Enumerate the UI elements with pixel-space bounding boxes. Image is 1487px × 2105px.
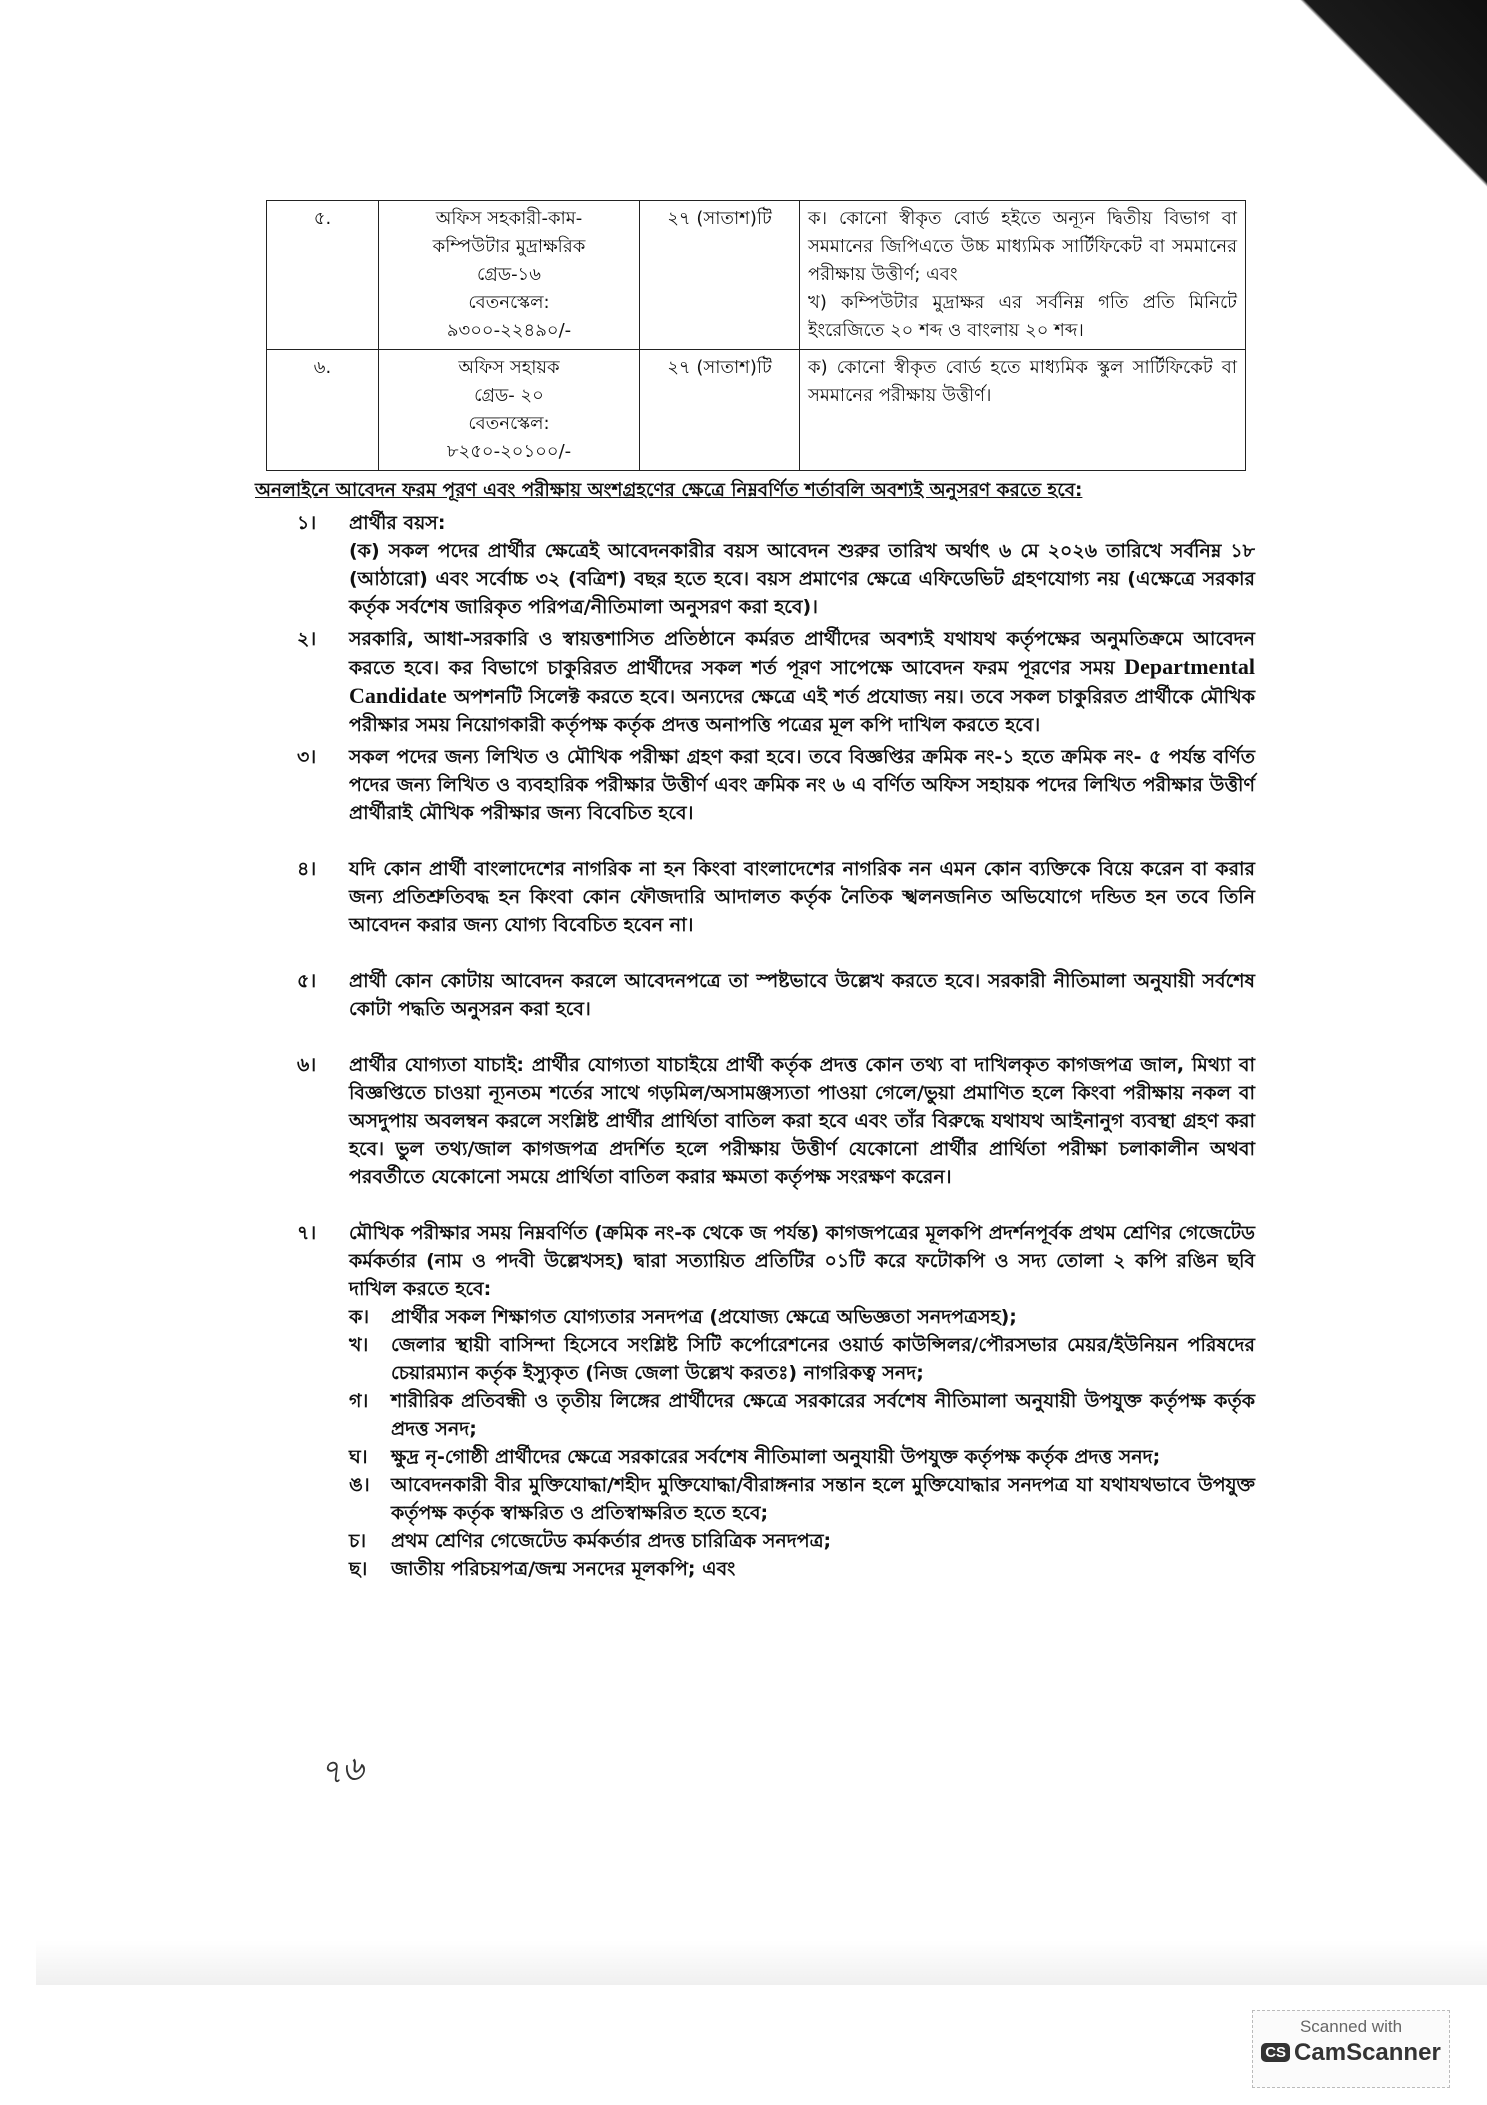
camscanner-watermark: Scanned with CS CamScanner bbox=[1252, 2010, 1450, 2088]
condition-7: ৭। মৌখিক পরীক্ষার সময় নিম্নবর্ণিত (ক্রমিক নং-ক থেকে জ পর্যন্ত) কাগজপত্রের মূলকপি প্রদর্শনপূর্বক প্রথম শ্রেণির গেজেটেড কর্মকর্তার (নাম ও পদবী উল্লেখসহ) দ্বারা সত্যায়িত প্রতিটির ০১টি করে ফটোকপি ও সদ্য তোলা ২ কপি রঙিন ছবি দাখিল করতে হবে: ক। প্রার্থীর সকল শিক্ষাগত যোগ্যতার সনদপত্র (প্রযোজ্য ক্ষেত্রে অভিজ্ঞতা সনদপত্রসহ); খ। জেলার স্থায়ী বাসিন্দা হিসেবে সংশ্লিষ্ট সিটি কর্পোরেশনের ওয়ার্ড কাউন্সিলর/পৌরসভার মেয়র/ইউনিয়ন পরিষদের চেয়ারম্যান কর্তৃক ইস্যুকৃত (নিজ জেলা উল্লেখ করতঃ) নাগরিকত্ব সনদ; গ। শারীরিক প্রতিবন্ধী ও তৃতীয় লিঙ্গের প্রার্থীদের ক্ষেত্রে সরকারের সর্বশেষ নীতিমালা অনুযায়ী উপযুক্ত কর্তৃপক্ষ কর্তৃক প্রদত্ত সনদ; ঘ। ক্ষুদ্র নৃ-গোষ্ঠী প্রার্থীদের ক্ষেত্রে সরকারের সর্বশেষ নীতিমালা অনুযায়ী উপযুক্ত কর্তৃপক্ষ কর্তৃক প্রদত্ত সনদ; ঙ। আবেদনকারী বীর মুক্তিযোদ্ধা/শহীদ মুক্তিযোদ্ধা/বীরাঙ্গনার সন্তান হলে মুক্তিযোদ্ধার সনদপত্র যা যথাযথভাবে উপযুক্ত কর্তৃপক্ষ কর্তৃক স্বাক্ষরিত ও প্রতিস্বাক্ষরিত হতে হবে; চ। প্রথম শ্রেণির গেজেটেড কর্মকর্তার প্রদত্ত চারিত্রিক সনদপত্র; ছ। জাতীয় পরিচয়পত্র/জন্ম সনদের মূলকপি; এবং bbox=[255, 1219, 1255, 1583]
qualification-line: খ) কম্পিউটার মুদ্রাক্ষর এর সর্বনিম্ন গতি প্রতি মিনিটে ইংরেজিতে ২০ শব্দ ও বাংলায় ২০ শব্দ। bbox=[808, 292, 1237, 341]
document-item-text: জেলার স্থায়ী বাসিন্দা হিসেবে সংশ্লিষ্ট সিটি কর্পোরেশনের ওয়ার্ড কাউন্সিলর/পৌরসভার মেয়র/ইউনিয়ন পরিষদের চেয়ারম্যান কর্তৃক ইস্যুকৃত (নিজ জেলা উল্লেখ করতঃ) নাগরিকত্ব সনদ; bbox=[391, 1334, 1255, 1384]
post-line: গ্রেড- ২০ bbox=[474, 385, 544, 406]
condition-5: ৫। প্রার্থী কোন কোটায় আবেদন করলে আবেদনপত্রে তা স্পষ্টভাবে উল্লেখ করতে হবে। সরকারী নীতিমালা অনুযায়ী সর্বশেষ কোটা পদ্ধতি অনুসরন করা হবে। bbox=[255, 967, 1255, 1023]
vacancy-count-cell: ২৭ (সাতাশ)টি bbox=[640, 350, 800, 471]
condition-1-text: (ক) সকল পদের প্রার্থীর ক্ষেত্রেই আবেদনকারীর বয়স আবেদন শুরুর তারিখ অর্থাৎ ৬ মে ২০২৬ তারিখে সর্বনিম্ন ১৮ (আঠারো) এবং সর্বোচ্চ ৩২ (বত্রিশ) বছর হতে হবে। বয়স প্রমাণের ক্ষেত্রে এফিডেভিট গ্রহণযোগ্য নয় (এক্ষেত্রে সরকার কর্তৃক সর্বশেষ জারিকৃত পরিপত্র/নীতিমালা অনুসরণ করা হবে)। bbox=[349, 540, 1255, 618]
serial-cell: ৫. bbox=[267, 201, 379, 350]
required-documents-list bbox=[349, 1303, 1255, 1583]
post-cell bbox=[379, 350, 640, 471]
document-item-label: ক। bbox=[349, 1306, 370, 1328]
condition-6: ৬। প্রার্থীর যোগ্যতা যাচাই: প্রার্থীর যোগ্যতা যাচাইয়ে প্রার্থী কর্তৃক প্রদত্ত কোন তথ্য বা দাখিলকৃত কাগজপত্র জাল, মিথ্যা বা বিজ্ঞপ্তিতে চাওয়া ন্যূনতম শর্তের সাথে গড়মিল/অসামঞ্জস্যতা পাওয়া গেলে/ভুয়া প্রমাণিত হলে কিংবা পরীক্ষায় নকল বা অসদুপায় অবলম্বন করলে সংশ্লিষ্ট প্রার্থীর প্রার্থিতা বাতিল করা হবে এবং তাঁর বিরুদ্ধে যথাযথ আইনানুগ ব্যবস্থা গ্রহণ করা হবে। ভুল তথ্য/জাল কাগজপত্র প্রদর্শিত হলে পরীক্ষায় উত্তীর্ণ যেকোনো প্রার্থীর প্রার্থিতা পরীক্ষা চলাকালীন অথবা পরবর্তীতে যেকোনো সময়ে প্রার্থিতা বাতিল করার ক্ষমতা কর্তৃপক্ষ সংরক্ষণ করেন। bbox=[255, 1051, 1255, 1191]
document-item-text: আবেদনকারী বীর মুক্তিযোদ্ধা/শহীদ মুক্তিযোদ্ধা/বীরাঙ্গনার সন্তান হলে মুক্তিযোদ্ধার সনদপত্র যা যথাযথভাবে উপযুক্ত কর্তৃপক্ষ কর্তৃক স্বাক্ষরিত ও প্রতিস্বাক্ষরিত হতে হবে; bbox=[391, 1474, 1255, 1524]
post-line: অফিস সহায়ক bbox=[458, 357, 560, 378]
condition-1-title: প্রার্থীর বয়স: bbox=[349, 512, 446, 534]
table-row bbox=[267, 201, 1246, 350]
document-item-label: খ। bbox=[349, 1334, 369, 1356]
departmental-candidate-option: Departmental Candidate bbox=[349, 654, 1255, 708]
camscanner-logo-icon: CS bbox=[1261, 2043, 1290, 2062]
document-item bbox=[349, 1303, 1255, 1331]
condition-5-text: প্রার্থী কোন কোটায় আবেদন করলে আবেদনপত্রে তা স্পষ্টভাবে উল্লেখ করতে হবে। সরকারী নীতিমালা অনুযায়ী সর্বশেষ কোটা পদ্ধতি অনুসরন করা হবে। bbox=[349, 970, 1255, 1020]
qualification-line: ক। কোনো স্বীকৃত বোর্ড হইতে অন্যূন দ্বিতীয় বিভাগ বা সমমানের জিপিএতে উচ্চ মাধ্যমিক সার্টিফিকেট বা সমমানের পরীক্ষায় উত্তীর্ণ; এবং bbox=[808, 208, 1237, 285]
handwritten-page-number: ৭৬ bbox=[317, 1748, 367, 1794]
condition-7-text: মৌখিক পরীক্ষার সময় নিম্নবর্ণিত (ক্রমিক নং-ক থেকে জ পর্যন্ত) কাগজপত্রের মূলকপি প্রদর্শনপূর্বক প্রথম শ্রেণির গেজেটেড কর্মকর্তার (নাম ও পদবী উল্লেখসহ) দ্বারা সত্যায়িত প্রতিটির ০১টি করে ফটোকপি ও সদ্য তোলা ২ কপি রঙিন ছবি দাখিল করতে হবে: bbox=[349, 1222, 1255, 1300]
post-line: কম্পিউটার মুদ্রাক্ষরিক bbox=[432, 236, 586, 257]
condition-2-text-a: সরকারি, আধা-সরকারি ও স্বায়ত্তশাসিত প্রতিষ্ঠানে কর্মরত প্রার্থীদের অবশ্যই যথাযথ কর্তৃপক্ষের অনুমতিক্রমে আবেদন করতে হবে। কর বিভাগে চাকুরিরত প্রার্থীদের সকল শর্ত পূরণ সাপেক্ষে আবেদন ফরম পূরণের সময় bbox=[349, 628, 1255, 679]
condition-3: ৩। সকল পদের জন্য লিখিত ও মৌখিক পরীক্ষা গ্রহণ করা হবে। তবে বিজ্ঞপ্তির ক্রমিক নং-১ হতে ক্রমিক নং- ৫ পর্যন্ত বর্ণিত পদের জন্য লিখিত ও ব্যবহারিক পরীক্ষার উত্তীর্ণ এবং ক্রমিক নং ৬ এ বর্ণিত অফিস সহায়ক পদের লিখিত পরীক্ষার উত্তীর্ণ প্রার্থীরাই মৌখিক পরীক্ষার জন্য বিবেচিত হবে। bbox=[255, 743, 1255, 827]
document-item bbox=[349, 1331, 1255, 1387]
scan-shadow-corner bbox=[1257, 0, 1487, 250]
document-item bbox=[349, 1387, 1255, 1443]
posts-table bbox=[266, 200, 1246, 471]
document-item-label: ঘ। bbox=[349, 1446, 368, 1468]
document-item-text: প্রার্থীর সকল শিক্ষাগত যোগ্যতার সনদপত্র (প্রযোজ্য ক্ষেত্রে অভিজ্ঞতা সনদপত্রসহ); bbox=[391, 1306, 1017, 1328]
document-item-label: গ। bbox=[349, 1390, 369, 1412]
document-item-label: চ। bbox=[349, 1530, 367, 1552]
document-item-text: প্রথম শ্রেণির গেজেটেড কর্মকর্তার প্রদত্ত চারিত্রিক সনদপত্র; bbox=[391, 1530, 832, 1552]
document-item-text: জাতীয় পরিচয়পত্র/জন্ম সনদের মূলকপি; এবং bbox=[391, 1558, 736, 1580]
serial-cell: ৬. bbox=[267, 350, 379, 471]
condition-2-text-b: অপশনটি সিলেক্ট করতে হবে। অন্যদের ক্ষেত্রে এই শর্ত প্রযোজ্য নয়। তবে সকল চাকুরিরত প্রার্থীকে মৌখিক পরীক্ষার সময় নিয়োগকারী কর্তৃপক্ষ কর্তৃক প্রদত্ত অনাপত্তি পত্রের মূল কপি দাখিল করতে হবে। bbox=[349, 686, 1255, 736]
document-item bbox=[349, 1527, 1255, 1555]
document-item-label: ঙ। bbox=[349, 1474, 370, 1496]
document-item-label: ছ। bbox=[349, 1558, 368, 1580]
condition-6-text: প্রার্থীর যোগ্যতা যাচাই: প্রার্থীর যোগ্যতা যাচাইয়ে প্রার্থী কর্তৃক প্রদত্ত কোন তথ্য বা দাখিলকৃত কাগজপত্র জাল, মিথ্যা বা বিজ্ঞপ্তিতে চাওয়া ন্যূনতম শর্তের সাথে গড়মিল/অসামঞ্জস্যতা পাওয়া গেলে/ভুয়া প্রমাণিত হলে কিংবা পরীক্ষায় নকল বা অসদুপায় অবলম্বন করলে সংশ্লিষ্ট প্রার্থীর প্রার্থিতা বাতিল করা হবে এবং তাঁর বিরুদ্ধে যথাযথ আইনানুগ ব্যবস্থা গ্রহণ করা হবে। ভুল তথ্য/জাল কাগজপত্র প্রদর্শিত হলে পরীক্ষায় উত্তীর্ণ যেকোনো প্রার্থীর প্রার্থিতা পরীক্ষা চলাকালীন অথবা পরবর্তীতে যেকোনো সময়ে প্রার্থিতা বাতিল করার ক্ষমতা কর্তৃপক্ষ সংরক্ষণ করেন। bbox=[349, 1054, 1255, 1188]
post-line: বেতনস্কেল: bbox=[468, 413, 550, 434]
vacancy-count-cell: ২৭ (সাতাশ)টি bbox=[640, 201, 800, 350]
document-item bbox=[349, 1471, 1255, 1527]
document-item-text: ক্ষুদ্র নৃ-গোষ্ঠী প্রার্থীদের ক্ষেত্রে সরকারের সর্বশেষ নীতিমালা অনুযায়ী উপযুক্ত কর্তৃপক্ষ কর্তৃক প্রদত্ত সনদ; bbox=[391, 1446, 1161, 1468]
scan-shadow-bottom bbox=[36, 1940, 1487, 1985]
post-line: ৯৩০০-২২৪৯০/- bbox=[446, 320, 572, 341]
post-cell bbox=[379, 201, 640, 350]
condition-4-text: যদি কোন প্রার্থী বাংলাদেশের নাগরিক না হন কিংবা বাংলাদেশের নাগরিক নন এমন কোন ব্যক্তিকে বিয়ে করেন বা করার জন্য প্রতিশ্রুতিবদ্ধ হন কিংবা কোন ফৌজদারি আদালত কর্তৃক নৈতিক স্খলনজনিত অভিযোগে দন্ডিত হন তবে তিনি আবেদন করার জন্য যোগ্য বিবেচিত হবেন না। bbox=[349, 858, 1255, 936]
document-page bbox=[255, 200, 1255, 1583]
condition-2: ২। সরকারি, আধা-সরকারি ও স্বায়ত্তশাসিত প্রতিষ্ঠানে কর্মরত প্রার্থীদের অবশ্যই যথাযথ কর্তৃপক্ষের অনুমতিক্রমে আবেদন করতে হবে। কর বিভাগে চাকুরিরত প্রার্থীদের সকল শর্ত পূরণ সাপেক্ষে আবেদন ফরম পূরণের সময় Departmental Candidate অপশনটি সিলেক্ট করতে হবে। অন্যদের ক্ষেত্রে এই শর্ত প্রযোজ্য নয়। তবে সকল চাকুরিরত প্রার্থীকে মৌখিক পরীক্ষার সময় নিয়োগকারী কর্তৃপক্ষ কর্তৃক প্রদত্ত অনাপত্তি পত্রের মূল কপি দাখিল করতে হবে। bbox=[297, 628, 1255, 736]
condition-3-text: সকল পদের জন্য লিখিত ও মৌখিক পরীক্ষা গ্রহণ করা হবে। তবে বিজ্ঞপ্তির ক্রমিক নং-১ হতে ক্রমিক নং- ৫ পর্যন্ত বর্ণিত পদের জন্য লিখিত ও ব্যবহারিক পরীক্ষার উত্তীর্ণ এবং ক্রমিক নং ৬ এ বর্ণিত অফিস সহায়ক পদের লিখিত পরীক্ষার উত্তীর্ণ প্রার্থীরাই মৌখিক পরীক্ষার জন্য বিবেচিত হবে। bbox=[349, 746, 1255, 824]
qualification-cell bbox=[800, 350, 1246, 471]
document-item bbox=[349, 1555, 1255, 1583]
post-line: বেতনস্কেল: bbox=[468, 292, 550, 313]
qualification-cell bbox=[800, 201, 1246, 350]
condition-4: ৪। যদি কোন প্রার্থী বাংলাদেশের নাগরিক না হন কিংবা বাংলাদেশের নাগরিক নন এমন কোন ব্যক্তিকে বিয়ে করেন বা করার জন্য প্রতিশ্রুতিবদ্ধ হন কিংবা কোন ফৌজদারি আদালত কর্তৃক নৈতিক স্খলনজনিত অভিযোগে দন্ডিত হন তবে তিনি আবেদন করার জন্য যোগ্য বিবেচিত হবেন না। bbox=[255, 855, 1255, 939]
post-line: গ্রেড-১৬ bbox=[477, 264, 541, 285]
document-item bbox=[349, 1443, 1255, 1471]
table-row bbox=[267, 350, 1246, 471]
post-line: ৮২৫০-২০১০০/- bbox=[446, 441, 572, 462]
conditions-heading: অনলাইনে আবেদন ফরম পূরণ এবং পরীক্ষায় অংশগ্রহণের ক্ষেত্রে নিম্নবর্ণিত শর্তাবলি অবশ্যই অনুসরণ করতে হবে: bbox=[255, 480, 1083, 501]
document-item-text: শারীরিক প্রতিবন্ধী ও তৃতীয় লিঙ্গের প্রার্থীদের ক্ষেত্রে সরকারের সর্বশেষ নীতিমালা অনুযায়ী উপযুক্ত কর্তৃপক্ষ কর্তৃক প্রদত্ত সনদ; bbox=[391, 1390, 1255, 1440]
condition-1: ১। প্রার্থীর বয়স: (ক) সকল পদের প্রার্থীর ক্ষেত্রেই আবেদনকারীর বয়স আবেদন শুরুর তারিখ অর্থাৎ ৬ মে ২০২৬ তারিখে সর্বনিম্ন ১৮ (আঠারো) এবং সর্বোচ্চ ৩২ (বত্রিশ) বছর হতে হবে। বয়স প্রমাণের ক্ষেত্রে এফিডেভিট গ্রহণযোগ্য নয় (এক্ষেত্রে সরকার কর্তৃক সর্বশেষ জারিকৃত পরিপত্র/নীতিমালা অনুসরণ করা হবে)। bbox=[255, 509, 1255, 621]
post-line: অফিস সহকারী-কাম- bbox=[435, 208, 583, 229]
qualification-line: ক) কোনো স্বীকৃত বোর্ড হতে মাধ্যমিক স্কুল সার্টিফিকেট বা সমমানের পরীক্ষায় উত্তীর্ণ। bbox=[808, 357, 1237, 406]
